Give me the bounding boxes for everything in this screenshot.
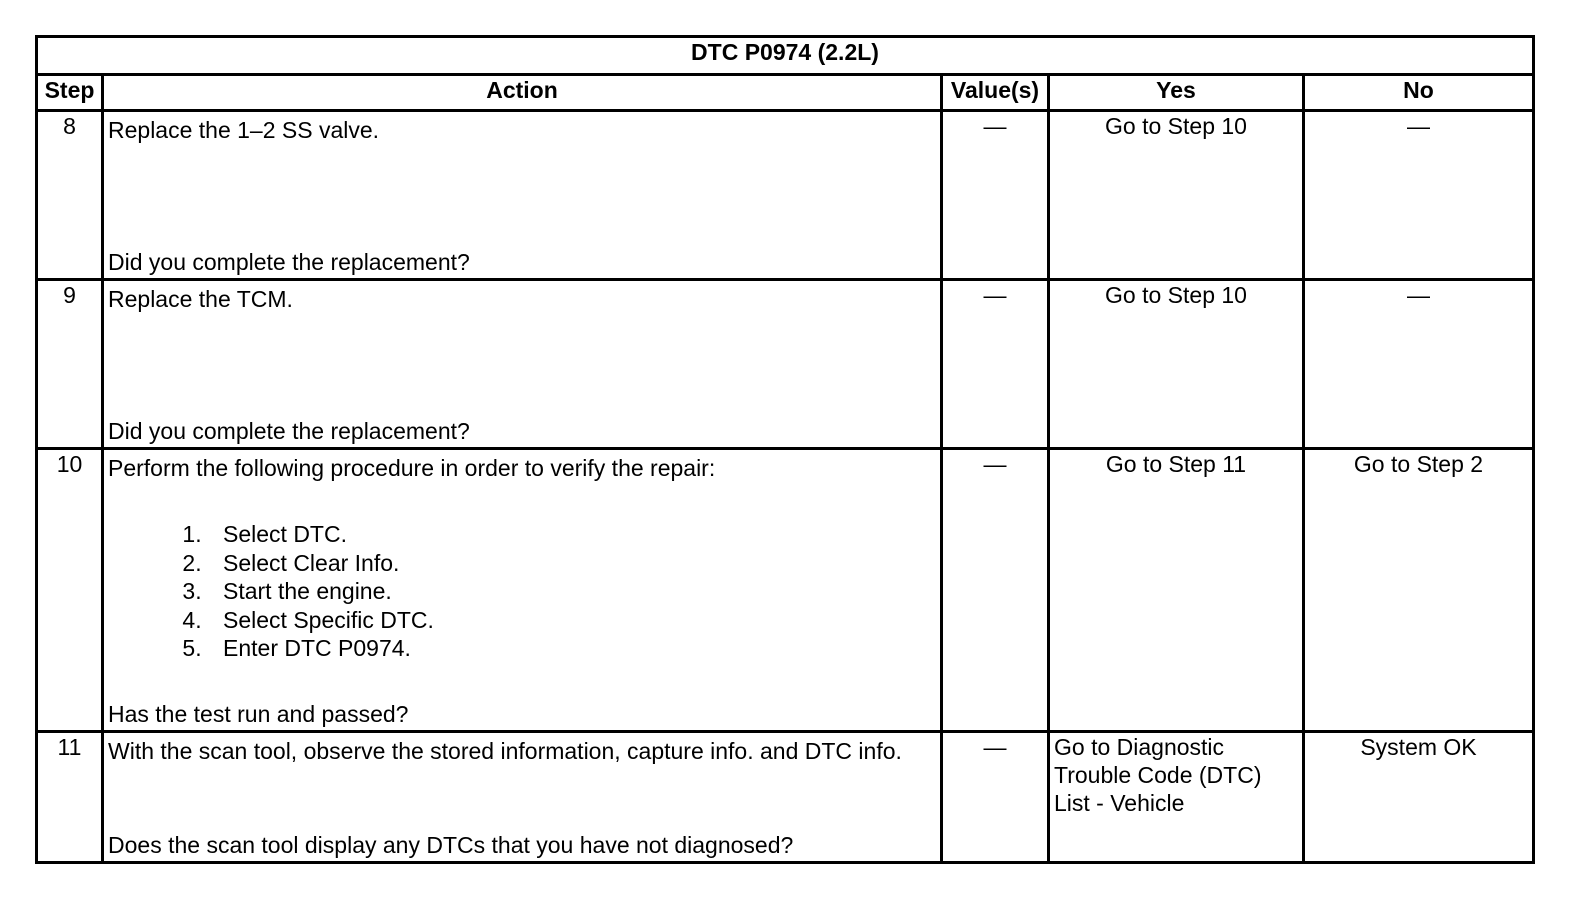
action-question: Did you complete the replacement? xyxy=(108,249,470,275)
action-cell xyxy=(103,111,942,280)
table-row xyxy=(37,732,1534,863)
yes-cell: Go to Step 10 xyxy=(1049,111,1304,280)
step-number: 8 xyxy=(37,111,103,280)
header-row xyxy=(37,75,1534,111)
action-text: Replace the TCM. xyxy=(108,286,293,312)
procedure-step: 3. Start the engine. xyxy=(208,577,936,606)
no-cell: Go to Step 2 xyxy=(1304,449,1534,732)
header-yes: Yes xyxy=(1049,75,1304,111)
step-number: 11 xyxy=(37,732,103,863)
action-cell xyxy=(103,732,942,863)
procedure-step: 5. Enter DTC P0974. xyxy=(208,634,936,663)
header-values: Value(s) xyxy=(942,75,1049,111)
table-row xyxy=(37,280,1534,449)
values-cell: — xyxy=(942,280,1049,449)
table-row xyxy=(37,449,1534,732)
action-question: Does the scan tool display any DTCs that you have not diagnosed? xyxy=(108,832,794,858)
no-cell: System OK xyxy=(1304,732,1534,863)
procedure-list xyxy=(108,520,936,663)
action-text: Perform the following procedure in order to verify the repair: xyxy=(108,455,716,481)
header-step: Step xyxy=(37,75,103,111)
header-no: No xyxy=(1304,75,1534,111)
table-row xyxy=(37,111,1534,280)
no-cell: — xyxy=(1304,280,1534,449)
no-cell: — xyxy=(1304,111,1534,280)
procedure-step: 4. Select Specific DTC. xyxy=(208,606,936,635)
title-row xyxy=(37,37,1534,75)
dtc-table xyxy=(35,35,1535,864)
yes-cell: Go to Step 11 xyxy=(1049,449,1304,732)
table-title: DTC P0974 (2.2L) xyxy=(37,37,1534,75)
yes-cell: Go to Step 10 xyxy=(1049,280,1304,449)
procedure-step: 2. Select Clear Info. xyxy=(208,549,936,578)
values-cell: — xyxy=(942,449,1049,732)
action-text: Replace the 1–2 SS valve. xyxy=(108,117,380,143)
action-text: With the scan tool, observe the stored information, capture info. and DTC info. xyxy=(108,738,902,764)
procedure-step: 1. Select DTC. xyxy=(208,520,936,549)
action-cell xyxy=(103,280,942,449)
action-question: Did you complete the replacement? xyxy=(108,418,470,444)
step-number: 9 xyxy=(37,280,103,449)
action-cell xyxy=(103,449,942,732)
values-cell: — xyxy=(942,732,1049,863)
step-number: 10 xyxy=(37,449,103,732)
header-action: Action xyxy=(103,75,942,111)
values-cell: — xyxy=(942,111,1049,280)
yes-cell: Go to Diagnostic Trouble Code (DTC) List - Vehicle xyxy=(1049,732,1304,863)
action-question: Has the test run and passed? xyxy=(108,701,409,727)
